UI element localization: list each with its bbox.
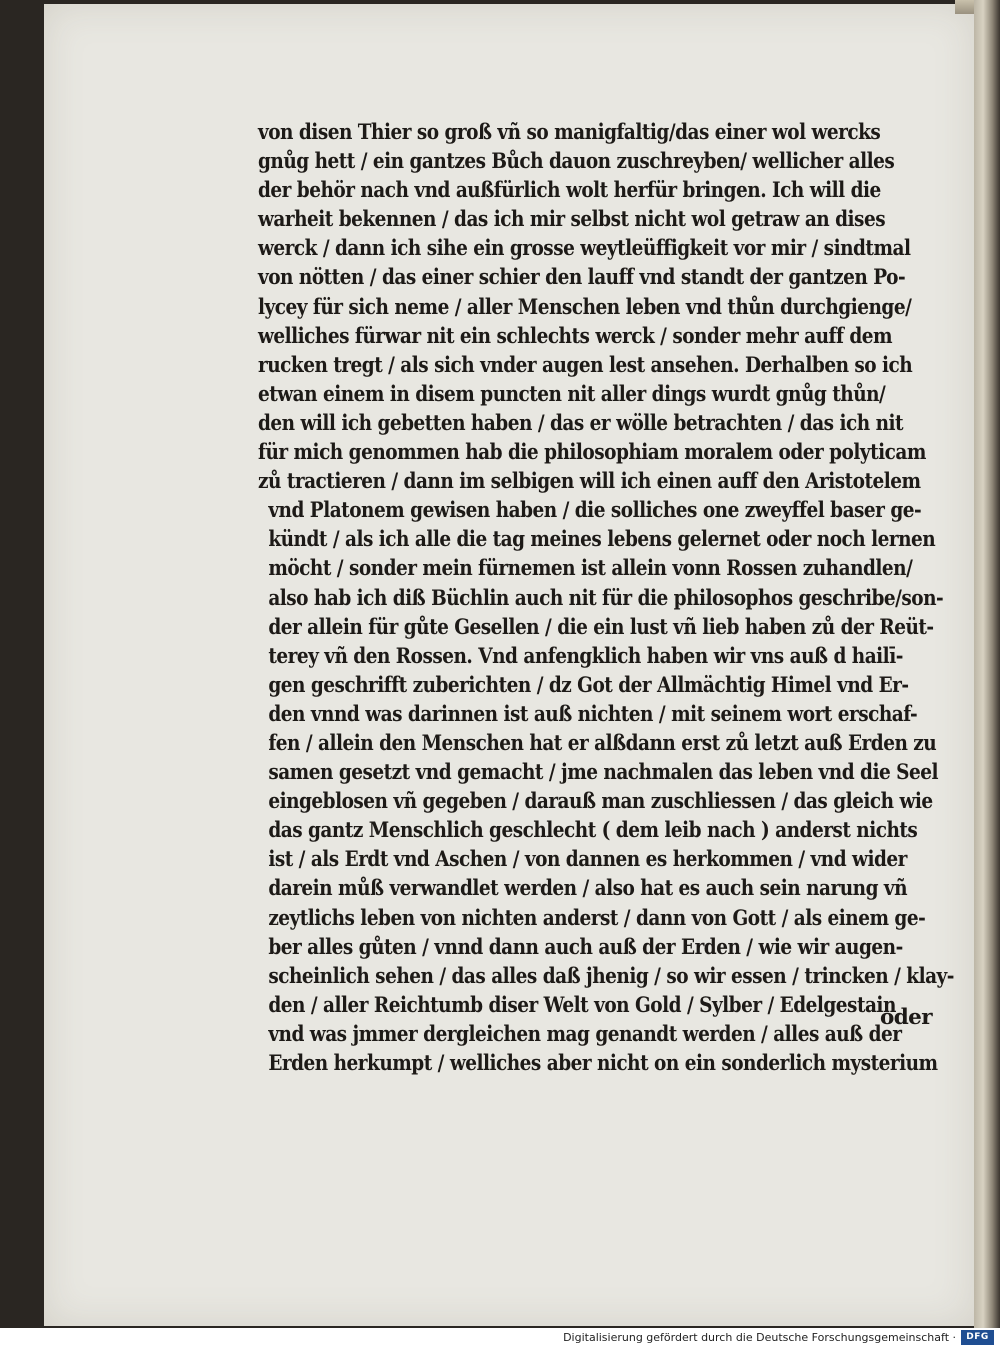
text-line: zů tractieren / dann im selbigen will ich einen auff den Aristotelem bbox=[258, 469, 921, 495]
text-line: eingeblosen vñ gegeben / darauß man zuschliessen / das gleich wie bbox=[268, 789, 933, 815]
text-line: Erden herkumpt / welliches aber nicht on ein sonderlich mysterium bbox=[268, 1051, 938, 1076]
text-line: ber alles gůten / vnnd dann auch auß der Erden / wie wir augen- bbox=[268, 934, 903, 960]
text-line: vnd was jmmer dergleichen mag genandt werden / alles auß der bbox=[268, 1021, 902, 1047]
text-line: lycey für sich neme / aller Menschen leben vnd thůn durchgienge/ bbox=[258, 294, 912, 320]
text-line: ist / als Erdt vnd Aschen / von dannen es herkommen / vnd wider bbox=[268, 847, 907, 873]
text-line: etwan einem in disem puncten nit aller dings wurdt gnůg thůn/ bbox=[258, 381, 886, 407]
text-line: werck / dann ich sihe ein grosse weytleüffigkeit vor mir / sindtmal bbox=[258, 236, 911, 262]
footer-bar bbox=[0, 1328, 1000, 1348]
text-line: den will ich gebetten haben / das er wölle betrachten / das ich nit bbox=[258, 410, 904, 436]
text-block bbox=[258, 118, 954, 1078]
text-line: der behör nach vnd außfürlich wolt herfür bringen. Ich will die bbox=[258, 178, 881, 204]
text-line: welliches fürwar nit ein schlechts werck / sonder mehr auff dem bbox=[258, 323, 893, 349]
dfg-logo-icon: DFG bbox=[961, 1330, 994, 1345]
page-edge-right bbox=[974, 0, 1000, 1328]
text-line: möcht / sonder mein fürnemen ist allein vonn Rossen zuhandlen/ bbox=[268, 556, 913, 582]
catchword: oder bbox=[880, 1005, 932, 1030]
text-line: darein můß verwandlet werden / also hat es auch sein narung vñ bbox=[268, 876, 908, 902]
text-line: scheinlich sehen / das alles daß jhenig / so wir essen / trincken / klay- bbox=[268, 963, 954, 989]
funding-note: Digitalisierung gefördert durch die Deutsche Forschungsgemeinschaft · bbox=[563, 1331, 956, 1344]
text-line: zeytlichs leben von nichten anderst / dann von Gott / als einem ge- bbox=[268, 905, 926, 931]
text-line: warheit bekennen / das ich mir selbst nicht wol getraw an dises bbox=[258, 207, 886, 233]
text-line: kündt / als ich alle die tag meines lebens gelernet oder noch lernen bbox=[268, 527, 936, 553]
text-line: von nötten / das einer schier den lauff vnd standt der gantzen Po- bbox=[258, 265, 906, 291]
text-line: samen gesetzt vnd gemacht / jme nachmalen das leben vnd die Seel bbox=[268, 760, 938, 786]
text-line: gnůg hett / ein gantzes Bůch dauon zuschreyben/ wellicher alles bbox=[258, 149, 895, 175]
text-line: gen geschrifft zuberichten / dz Got der Allmächtig Himel vnd Er- bbox=[268, 672, 909, 698]
text-line: terey vñ den Rossen. Vnd anfengklich haben wir vns auß d hailī- bbox=[268, 643, 903, 669]
text-line: für mich genommen hab die philosophiam moralem oder polyticam bbox=[258, 440, 926, 466]
text-line: den vnnd was darinnen ist auß nichten / mit seinem wort erschaf- bbox=[268, 701, 918, 727]
text-line: rucken tregt / als sich vnder augen lest ansehen. Derhalben so ich bbox=[258, 352, 913, 378]
text-line: das gantz Menschlich geschlecht ( dem leib nach ) anderst nichts bbox=[268, 818, 918, 844]
text-line: der allein für gůte Gesellen / die ein lust vñ lieb haben zů der Reüt- bbox=[268, 614, 934, 640]
text-line: also hab ich diß Büchlin auch nit für die philosophos geschribe/son- bbox=[268, 585, 944, 611]
text-line: vnd Platonem gewisen haben / die solliches one zweyffel baser ge- bbox=[268, 498, 922, 524]
text-line: den / aller Reichtumb diser Welt von Gold / Sylber / Edelgestain bbox=[268, 992, 896, 1018]
text-line: von disen Thier so groß vñ so manigfaltig/das einer wol wercks bbox=[258, 120, 881, 145]
text-line: fen / allein den Menschen hat er alßdann erst zů letzt auß Erden zu bbox=[268, 730, 937, 756]
